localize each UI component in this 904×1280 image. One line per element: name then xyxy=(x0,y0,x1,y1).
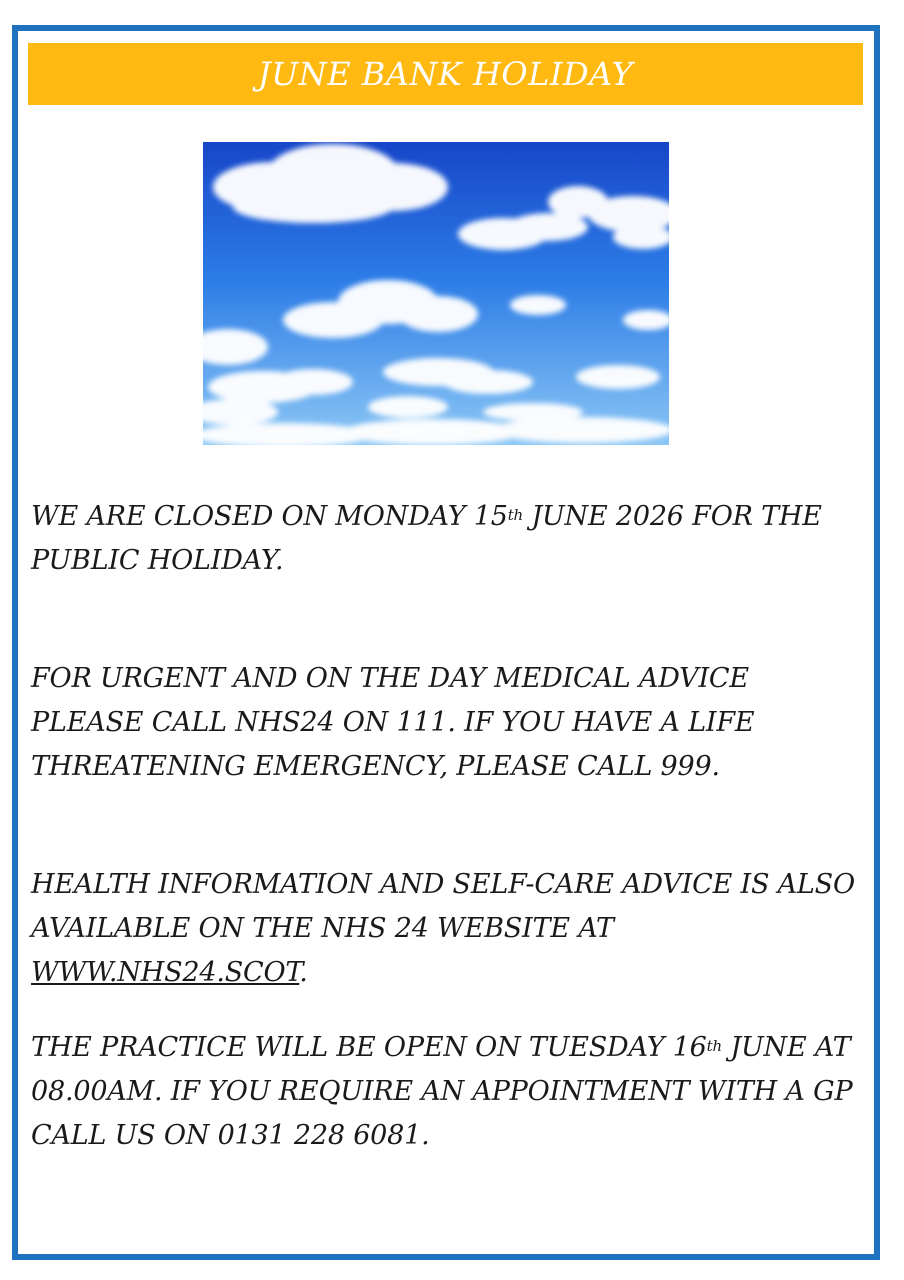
page-title: JUNE BANK HOLIDAY xyxy=(257,55,634,93)
sky-clouds-illustration xyxy=(203,142,669,445)
reopening-text: THE PRACTICE WILL BE OPEN ON TUESDAY 16 xyxy=(31,1032,707,1063)
ordinal-suffix: th xyxy=(507,506,523,524)
ordinal-suffix: th xyxy=(706,1037,722,1055)
nhs24-website-link[interactable]: WWW.NHS24.SCOT xyxy=(31,957,300,988)
health-info-text: HEALTH INFORMATION AND SELF-CARE ADVICE IS ALSO AVAILABLE ON THE NHS 24 WEBSITE AT xyxy=(31,869,855,944)
health-info-notice xyxy=(31,863,861,995)
health-info-period: . xyxy=(299,957,308,988)
closure-notice xyxy=(31,495,861,583)
reopening-text-cont: JUNE AT 08.00AM. IF YOU REQUIRE AN APPOINTMENT WITH A GP CALL US ON 0131 228 6081. xyxy=(31,1032,853,1151)
urgent-advice-notice: FOR URGENT AND ON THE DAY MEDICAL ADVICE PLEASE CALL NHS24 ON 111. IF YOU HAVE A LIFE THREATENING EMERGENCY, PLEASE CALL 999. xyxy=(31,663,755,782)
sky-clouds-image xyxy=(203,142,669,445)
closure-text-cont: JUNE 2026 FOR THE PUBLIC HOLIDAY. xyxy=(31,501,822,576)
title-banner xyxy=(28,43,863,105)
closure-text: WE ARE CLOSED ON MONDAY 15 xyxy=(31,501,508,532)
reopening-notice xyxy=(31,1026,861,1158)
